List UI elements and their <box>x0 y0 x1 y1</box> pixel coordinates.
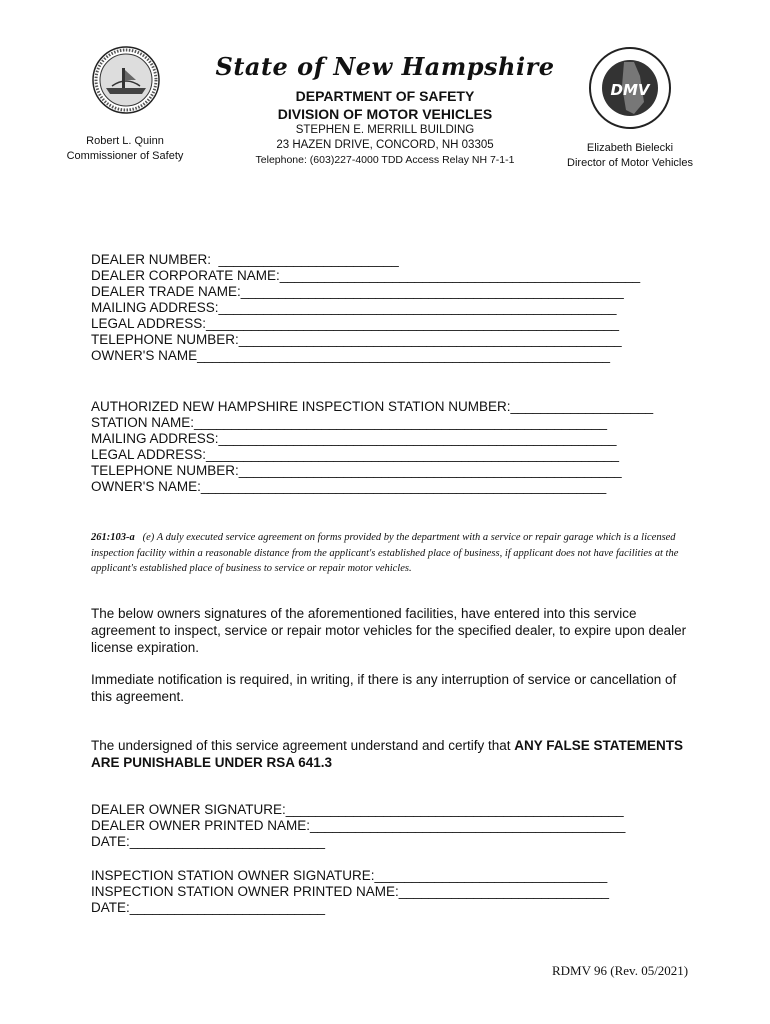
certification-warning: ANY FALSE STATEMENTS ARE PUNISHABLE UNDER RSA 641.3 <box>91 738 684 770</box>
dealer-owner-name-field[interactable]: OWNER'S NAME_______________________________________________________ <box>91 348 611 363</box>
certification-paragraph <box>91 737 691 771</box>
director-name: Elizabeth Bielecki <box>586 142 674 154</box>
dmv-logo-text: DMV <box>610 81 650 99</box>
agreement-paragraph: The below owners signatures of the aforementioned facilities, have entered into this service agreement to inspect, service or repair motor vehicles for the specified dealer, to expire upon dealer license expiration. <box>91 606 687 655</box>
dealer-legal-address-field[interactable]: LEGAL ADDRESS:_______________________________________________________ <box>91 316 619 331</box>
dealer-owner-printed-name-field[interactable]: DEALER OWNER PRINTED NAME:__________________________________________ <box>91 818 626 833</box>
dealer-telephone-field[interactable]: TELEPHONE NUMBER:___________________________________________________ <box>91 332 622 347</box>
commissioner-title: Commissioner of Safety <box>66 150 184 162</box>
director-title: Director of Motor Vehicles <box>567 157 693 169</box>
notification-paragraph: Immediate notification is required, in writing, if there is any interruption of service or cancellation of this agreement. <box>91 672 677 704</box>
station-number-field[interactable]: AUTHORIZED NEW HAMPSHIRE INSPECTION STATION NUMBER:___________________ <box>91 399 654 414</box>
building-name: STEPHEN E. MERRILL BUILDING <box>295 124 475 136</box>
station-name-field[interactable]: STATION NAME:_______________________________________________________ <box>91 415 607 430</box>
dealer-owner-signature-field[interactable]: DEALER OWNER SIGNATURE:_____________________________________________ <box>91 802 624 817</box>
station-mailing-address-field[interactable]: MAILING ADDRESS:_____________________________________________________ <box>91 431 617 446</box>
state-title: State of New Hampshire <box>215 52 555 81</box>
station-owner-printed-name-field[interactable]: INSPECTION STATION OWNER PRINTED NAME:____________________________ <box>91 884 609 899</box>
commissioner-name: Robert L. Quinn <box>86 135 164 147</box>
dealer-date-field[interactable]: DATE:__________________________ <box>91 834 325 849</box>
dealer-trade-name-field[interactable]: DEALER TRADE NAME:___________________________________________________ <box>91 284 624 299</box>
station-telephone-field[interactable]: TELEPHONE NUMBER:___________________________________________________ <box>91 463 622 478</box>
station-owner-name-field[interactable]: OWNER'S NAME:______________________________________________________ <box>91 479 607 494</box>
address-line: 23 HAZEN DRIVE, CONCORD, NH 03305 <box>276 139 494 151</box>
division-heading: DIVISION OF MOTOR VEHICLES <box>277 106 493 122</box>
rule-ref: 261:103-a <box>91 532 135 543</box>
station-date-field[interactable]: DATE:__________________________ <box>91 900 325 915</box>
director-block <box>560 141 700 171</box>
department-heading: DEPARTMENT OF SAFETY <box>295 88 475 104</box>
station-legal-address-field[interactable]: LEGAL ADDRESS:_______________________________________________________ <box>91 447 619 462</box>
telephone-line: Telephone: (603)227-4000 TDD Access Relay NH 7-1-1 <box>255 154 515 166</box>
certification-text: The undersigned of this service agreement understand and certify that <box>91 738 515 753</box>
dealer-number-field[interactable]: DEALER NUMBER: ________________________ <box>91 252 399 267</box>
commissioner-block <box>60 134 190 164</box>
rule-citation <box>91 530 691 577</box>
rule-text: (e) A duly executed service agreement on forms provided by the department with a service or repair garage which is a licensed inspection facility within a reasonable distance from the applicant's established place of business, if applicant does not have facilities at the applicant's established place of business to service or repair motor vehicles. <box>91 532 679 574</box>
station-owner-signature-field[interactable]: INSPECTION STATION OWNER SIGNATURE:_______________________________ <box>91 868 608 883</box>
dmv-logo-image <box>588 46 672 130</box>
dealer-corporate-name-field[interactable]: DEALER CORPORATE NAME:________________________________________________ <box>91 268 641 283</box>
form-number: RDMV 96 (Rev. 05/2021) <box>552 963 689 978</box>
dealer-mailing-address-field[interactable]: MAILING ADDRESS:_____________________________________________________ <box>91 300 617 315</box>
